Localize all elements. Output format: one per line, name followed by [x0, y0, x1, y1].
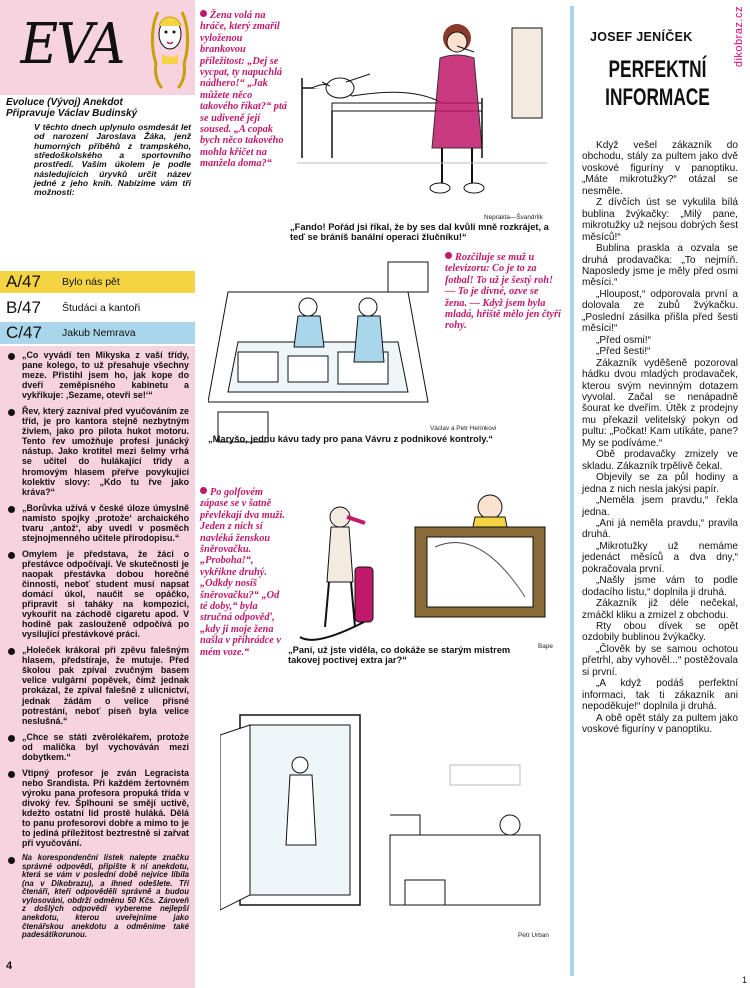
- option-code: B/47: [6, 298, 41, 317]
- option-label: Jakub Nemrava: [62, 327, 136, 339]
- bullet-icon: [445, 252, 452, 259]
- story-paragraph: Když vešel zákazník do obchodu, stály za pultem jako dvě voskové figuríny v panoptiku. „Máte mikrotužky?“ otázal se nesměle.: [582, 140, 738, 197]
- column-border: [570, 6, 574, 976]
- cartoon-speech: „Paní, už jste viděla, co dokáže se starým mistrem takovej poctivej extra jar?“: [288, 645, 511, 666]
- option-c: [0, 322, 195, 344]
- bullet-icon: [8, 552, 15, 559]
- story-paragraph: Zákazník již déle nečekal, zmáčkl kliku a zmizel z obchodu.: [582, 598, 738, 621]
- eva-column: [0, 0, 195, 988]
- wardrobe-drawing: [220, 705, 560, 935]
- eva-intro-text: V těchto dnech uplynulo osmdesát let od narození Jaroslava Žáka, jenž humorných příběhů z trampského, středoškolského a sportovního prostředí. Vaším úkolem je podle následujících úryvků určit název jedné z jeho knih. Nabízíme vám tři možnosti:: [34, 122, 191, 198]
- story-paragraph: „Neměla jsem pravdu,“ řekla jedna.: [582, 495, 738, 518]
- office-drawing: [208, 252, 438, 452]
- page-number: 4: [6, 960, 13, 972]
- story-paragraph: „A když podáš perfektní informaci, tak ti zákazník ani nepoděkuje!“ doplnila ji druhá.: [582, 678, 738, 713]
- story-paragraph: „Před šesti!“: [596, 346, 651, 358]
- story-column: [570, 0, 750, 988]
- anecdote-item: „Co vyvádí ten Mikyska z vaší třídy, pane kolego, to už přesahuje všechny meze. Přistihl jsem ho, jak kope do dveří zeměpisného kabinetu a vykřikuje: ‚Sezame, otevři se!‘“: [6, 350, 189, 400]
- story-paragraph: Objevily se za půl hodiny a jedna z nich nesla jakýsi papír.: [582, 472, 738, 495]
- story-paragraph: „Našly jsme vám to podle dodacího listu,“ doplnila ji druhá.: [582, 575, 738, 598]
- cartoon-speech: „Fando! Pořád jsi říkal, že by ses dal kvůli mně rozkrájet, a teď se bráníš banální operaci žlučníku!“: [290, 222, 549, 243]
- story-author: JOSEF JENÍČEK: [590, 30, 693, 44]
- story-paragraph: „Před osmi!“: [596, 334, 651, 346]
- hospital-drawing: [292, 8, 564, 214]
- bullet-icon: [8, 771, 15, 778]
- cartoon-credit: Václav a Petr Herinkovi: [430, 425, 497, 432]
- page-number-right: 1: [742, 975, 748, 985]
- cartoon-vacuum: [200, 455, 565, 705]
- bullet-icon: [8, 353, 15, 360]
- story-paragraph: Z dívčích úst se vykulila bílá bublina žvýkačky: „Milý pane, mikrotužky už nejsou dobrých šest měsíců!“: [582, 197, 738, 243]
- story-body: [582, 140, 738, 736]
- eva-editor: Připravuje Václav Budinský: [6, 107, 138, 119]
- cartoon-credit: Petr Urban: [518, 932, 549, 939]
- bullet-icon: [8, 648, 15, 655]
- story-paragraph: Rty obou dívek se opět ozdobily bublinou žvýkačky.: [582, 621, 738, 644]
- eva-subtitle: Evoluce (Vývoj) Anekdot: [6, 97, 123, 108]
- cartoon-caption: Rozčiluje se muž u televizoru: Co je to za fotbal! To už je šestý roh! — To je divné, ozve se žena. — Když jsem byla mladá, hřiště mělo jen čtyři rohy.: [445, 252, 561, 332]
- story-paragraph: „Člověk by se samou ochotou přetrhl, aby vyhověl...“ postěžovala si první.: [582, 643, 738, 678]
- option-code: C/47: [6, 323, 42, 342]
- story-paragraph: „Mikrotužky už nemáme jedenáct měsíců a dva dny,“ pokračovala první.: [582, 540, 738, 575]
- cartoon-credit: Neprakta—Švandrlík: [484, 214, 543, 221]
- cartoon-caption: Žena volá na hráče, který zmařil vyloženou brankovou příležitost: „Dej se vycpat, ty napuchlá nádhero!“ „Jak můžete něco takového říkat?“ ptá se udiveně její soused. „A copak bych něco takového mohla křičet na manžela doma?“: [200, 10, 287, 170]
- story-paragraph: A obě opět stály za pultem jako voskové figuríny v panoptiku.: [582, 712, 738, 736]
- anecdote-list: [0, 346, 195, 988]
- anecdote-item: Vtipný profesor je zván Legracista nebo Srandista. Při každém žertovném výroku pana profesora propuká třída v divoký řev. Šplhouni se smějí uctivě, kdežto ostatní lid prostě huláká. Dělá to panu profesorovi dobře a mimo to je to jediná příležitost beztrestně si zařvat při vyučování.: [6, 768, 189, 848]
- option-b: [0, 297, 195, 319]
- source-watermark: dikobraz.cz: [733, 6, 745, 68]
- cartoon-caption: Po golfovém zápase se v šatně převlékají dva muži. Jeden z nich si navléká ženskou šněrovačku. „Proboha!“, vykřikne druhý. „Odkdy nosíš šněrovačku?“ „Od té doby,“ byla stručná odpověď, „kdy ji moje žena našla v příhrádce v mém voze.“: [200, 487, 285, 658]
- bullet-icon: [200, 10, 207, 17]
- cartoon-credit: Bape: [538, 643, 553, 650]
- cartoon-wardrobe: [200, 705, 565, 950]
- bullet-icon: [8, 409, 15, 416]
- option-code: A/47: [6, 272, 41, 291]
- option-a: [0, 271, 195, 293]
- bullet-icon: [200, 487, 207, 494]
- story-paragraph: Zákazník vyděšeně pozoroval hádku dvou mladých prodavaček, kterou svým nevinným dotazem vyvolal. Začal se nenápadně šourat ke dveřím. Útěk z prodejny mu překazil velitelský pokyn od pultu: „Počkat! Kam utíkáte, pane? My se podíváme.“: [582, 357, 738, 449]
- vacuum-drawing: [295, 487, 563, 657]
- anecdote-item: Omylem je představa, že žáci o přestávce odpočívají. Ve skutečnosti je naopak přestávka dobou horečné činnosti, neboť student musí napsat domácí úkol, naučit se opáčko, připravit si taháky na kompozici, vykouřit na záchodě cigaretu apod. V hodině pak zaslouženě odpočívá po vysilující přestávkové práci.: [6, 549, 189, 639]
- eva-logo: EVA: [20, 12, 124, 77]
- anecdote-item: „Chce se státi zvěrolékařem, protože od malička byl vychováván mezi dobytkem.“: [6, 732, 189, 762]
- bullet-icon: [8, 735, 15, 742]
- anecdote-item: Řev, který zazníval před vyučováním ze tříd, je pro kantora stejně nezbytným živlem, jako pro pilota hukot motoru. Tento řev umožňuje profesi junácký nástup. Jako krotitel mezi šelmy vrhá se učitel do hulákající třídy a hromovým hlasem přeřve povykující kolektiv slovy: „Kdo tu řve jako kráva?“: [6, 406, 189, 496]
- anecdote-item: „Holeček krákoral při zpěvu falešným hlasem, předstíraje, že mutuje. Před školou pak zpíval zvučným basem velice vulgární popěvek, čímž jednak prokázal, že zpíval falešně z ulicnictví, jednak žádám o velice přísné potrestání, neboť píseň byla velice neslušná.“: [6, 645, 189, 725]
- cartoon-speech: „Maryšo, jednu kávu tady pro pana Vávru z podnikové kontroly.“: [208, 434, 493, 444]
- option-label: Študáci a kantoři: [62, 302, 141, 314]
- intro-block: [6, 98, 191, 198]
- story-paragraph: „Hloupost,“ odporovala první a dolovala ze zubů žvýkačku. „Poslední zásilka přišla před šesti měsíci!“: [582, 288, 738, 335]
- option-label: Bylo nás pět: [62, 276, 120, 288]
- story-paragraph: Bublina praskla a ozvala se druhá prodavačka: „To nejmíň. Naposledy jsme je měly před osmi měsíci.“: [582, 243, 738, 289]
- story-paragraph: „Ani já neměla pravdu,“ pravila druhá.: [582, 517, 738, 541]
- girl-face-icon: [148, 4, 192, 90]
- contest-note: Na korespondenční lístek nalepte značku správné odpovědi, připište k ní anekdotu, která se vám v poslední době nejvíce líbila (na v Dikobrazu), a ihned odešlete. Tři čtenáři, kteří odpověděli správně a budou vylosováni, obdrží odměnu 50 Kčs. Zároveň z došlých odpovědí vybereme nejlepší anekdotu, kterou uveřejníme jako čtenářskou anekdotu a odměníme také padesátikorunou.: [6, 854, 189, 939]
- story-paragraph: Obě prodavačky zmizely ve skladu. Zákazník trpělivě čekal.: [582, 449, 738, 472]
- story-title: PERFEKTNÍ INFORMACE: [605, 56, 710, 111]
- cartoon-hospital: [200, 4, 565, 249]
- eva-header: [0, 0, 195, 95]
- bullet-icon: [8, 506, 15, 513]
- anecdote-item: „Borůvka užívá v české úloze úmyslně namísto spojky ‚protože‘ archaického tvaru ‚antož‘, aby uvedl v posměch stejnojmenného učitele přírodopisu.“: [6, 503, 189, 543]
- bullet-icon: [8, 857, 15, 864]
